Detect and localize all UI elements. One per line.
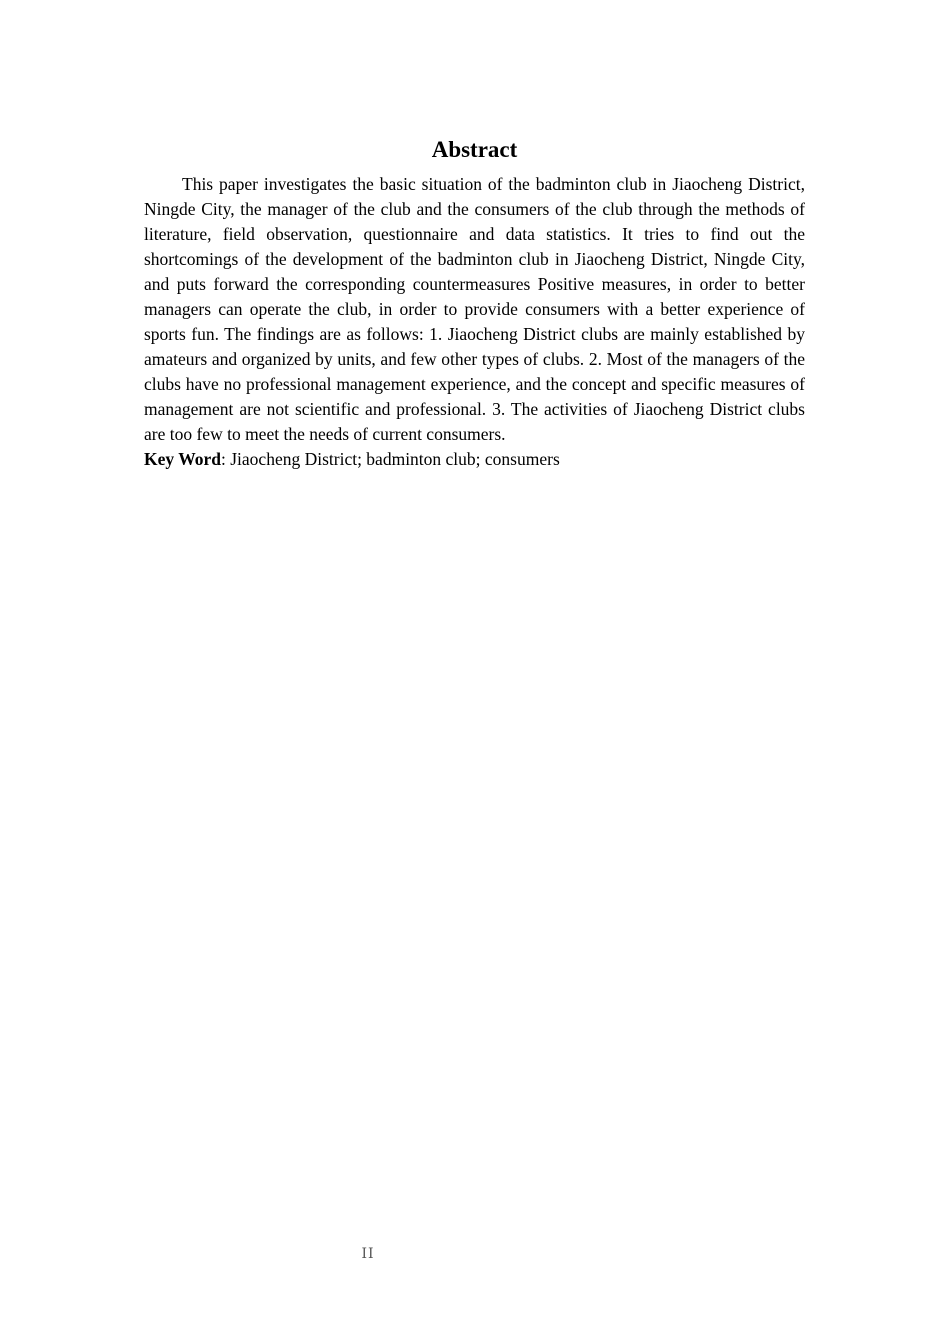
keywords-separator: : bbox=[220, 449, 231, 469]
keywords-label: Key Word bbox=[144, 449, 221, 469]
abstract-body: This paper investigates the basic situation of the badminton club in Jiaocheng District, Ningde City, the manager of the club and the consumers of the club through the methods of literature, field observation, questionnaire and data statistics. It tries to find out the shortcomings of the development of the badminton club in Jiaocheng District, Ningde City, and puts forward the corresponding countermeasures Positive measures, in order to better managers can operate the club, in order to provide consumers with a better experience of sports fun. The findings are as follows: 1. Jiaocheng District clubs are mainly established by amateurs and organized by units, and few other types of clubs. 2. Most of the managers of the clubs have no professional management experience, and the concept and specific measures of management are not scientific and professional. 3. The activities of Jiaocheng District clubs are too few to meet the needs of current consumers. bbox=[144, 174, 805, 444]
abstract-title: Abstract bbox=[431, 137, 518, 162]
page-content bbox=[144, 134, 805, 472]
page-number: II bbox=[361, 1246, 375, 1262]
keywords-line bbox=[144, 447, 805, 472]
keywords-value: Jiaocheng District; badminton club; consumers bbox=[230, 449, 560, 469]
